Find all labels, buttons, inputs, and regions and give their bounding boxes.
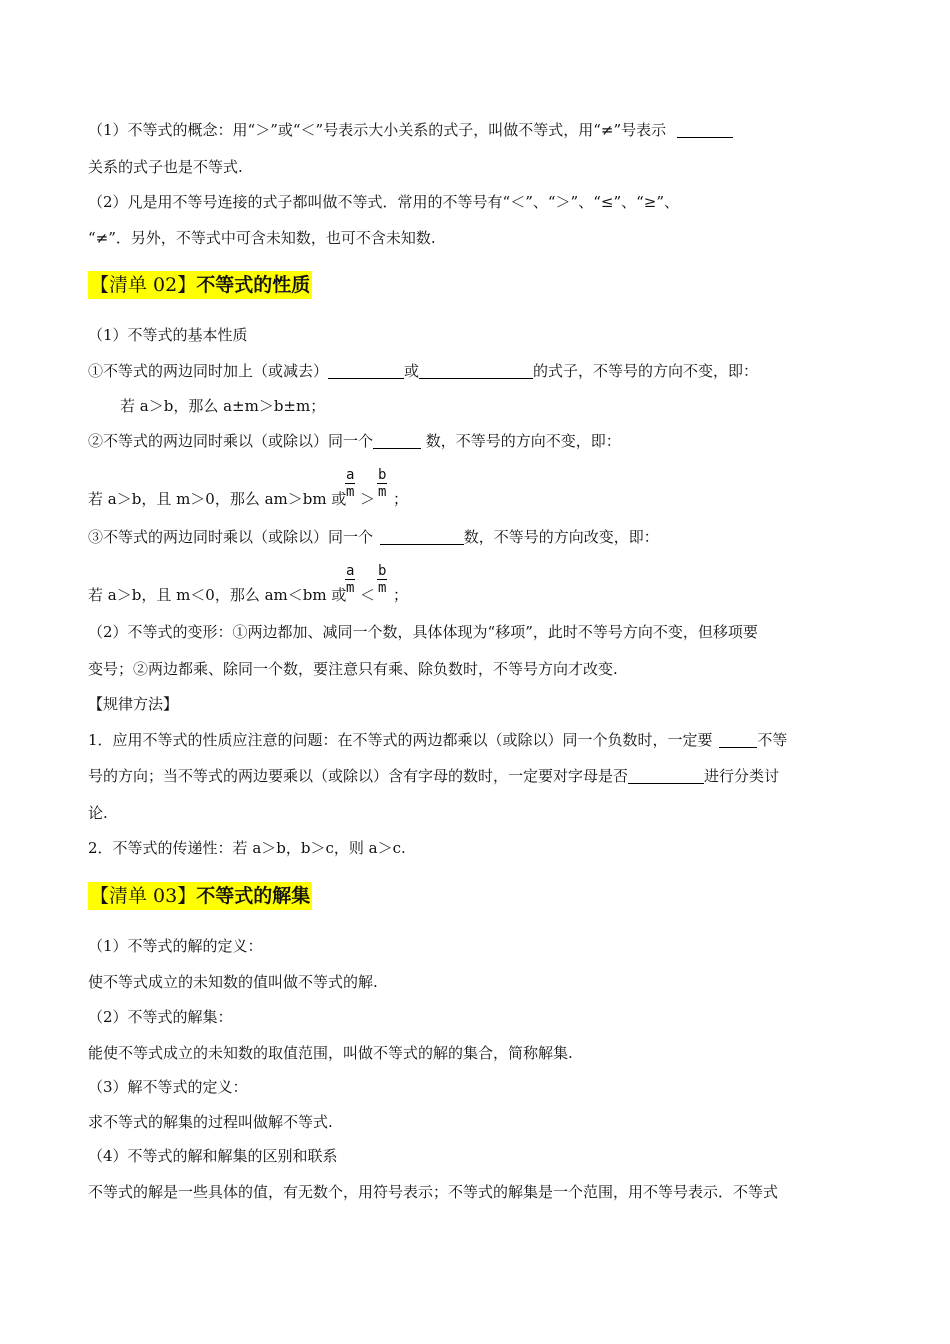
definition-4-text: 不等式的解是一些具体的值，有无数个，用符号表示；不等式的解集是一个范围，用不等号表示．不等式 — [88, 1183, 779, 1201]
rule-1-tail: 的式子，不等号的方向不变，即： — [533, 362, 759, 380]
rule-3-example: 若 a＞b，且 m＜0，那么 am＜bm 或 — [88, 586, 347, 604]
rule-3-text: ③不等式的两边同时乘以（或除以）同一个 — [88, 528, 374, 546]
para-concept-1b: 关系的式子也是不等式. — [88, 158, 243, 176]
rule-3-tail: 数，不等号的方向改变，即： — [463, 528, 659, 546]
rule-2-text: ②不等式的两边同时乘以（或除以）同一个 — [88, 432, 374, 450]
semicolon: ； — [393, 490, 409, 508]
method-1-text2: 号的方向；当不等式的两边要乘以（或除以）含有字母的数时，一定要对字母是否 — [88, 767, 629, 785]
relation-gt: ＞ — [360, 490, 376, 508]
concept-text: （1）不等式的概念：用“＞”或“＜”号表示大小关系的式子，叫做不等式，用“≠”号表示 — [88, 121, 667, 139]
method-2: 2．不等式的传递性：若 a＞b，b＞c，则 a＞c. — [88, 839, 406, 857]
method-title: 【规律方法】 — [88, 695, 179, 713]
para-concept-2: （2）凡是用不等号连接的式子都叫做不等式．常用的不等号有“＜”、“＞”、“≤”、“≥”、 — [88, 193, 680, 211]
rule-2-tail: 数，不等号的方向不变，即： — [425, 432, 621, 450]
semicolon: ； — [393, 586, 409, 604]
method-1-tail2: 进行分类讨 — [704, 767, 780, 785]
definition-4: （4）不等式的解和解集的区别和联系 — [88, 1147, 338, 1165]
definition-2: （2）不等式的解集： — [88, 1008, 233, 1026]
method-1b — [88, 766, 779, 786]
fraction-a-over-m: a m — [346, 563, 355, 596]
fill-blank — [677, 123, 733, 138]
section-title: 不等式的解集 — [196, 885, 311, 907]
fill-blank — [719, 733, 757, 748]
para-concept-1 — [88, 120, 733, 140]
rule-3 — [88, 527, 659, 547]
section-heading-03 — [88, 882, 312, 910]
fill-blank — [373, 434, 421, 449]
rule-1 — [88, 361, 758, 381]
definition-1-text: 使不等式成立的未知数的值叫做不等式的解. — [88, 973, 378, 991]
definition-1: （1）不等式的解的定义： — [88, 937, 263, 955]
section-tag: 【清单 02】 — [90, 274, 197, 296]
definition-3: （3）解不等式的定义： — [88, 1078, 248, 1096]
method-1 — [88, 730, 787, 750]
fraction-a-over-m: a m — [346, 467, 355, 500]
rule-1-example: 若 a＞b，那么 a±m＞b±m； — [120, 397, 326, 415]
para-concept-2b: “≠”．另外，不等式中可含未知数，也可不含未知数. — [88, 229, 436, 247]
transform-2: 变号；②两边都乘、除同一个数，要注意只有乘、除负数时，不等号方向才改变. — [88, 660, 618, 678]
fill-blank — [380, 530, 464, 545]
rule-1-text: ①不等式的两边同时加上（或减去） — [88, 362, 329, 380]
section-tag: 【清单 03】 — [90, 885, 197, 907]
fill-blank — [419, 364, 533, 379]
transform-1: （2）不等式的变形：①两边都加、减同一个数，具体体现为“移项”，此时不等号方向不变，但移项要 — [88, 623, 758, 641]
method-1-text: 1．应用不等式的性质应注意的问题：在不等式的两边都乘以（或除以）同一个负数时，一定要 — [88, 731, 713, 749]
fraction-b-over-m: b m — [378, 467, 387, 500]
basic-properties-title: （1）不等式的基本性质 — [88, 326, 248, 344]
definition-2-text: 能使不等式成立的未知数的取值范围，叫做不等式的解的集合，简称解集. — [88, 1044, 573, 1062]
rule-2-example: 若 a＞b，且 m＞0，那么 am＞bm 或 — [88, 490, 347, 508]
rule-2 — [88, 431, 621, 451]
section-heading-02 — [88, 271, 312, 299]
fill-blank — [628, 769, 704, 784]
fill-blank — [328, 364, 404, 379]
definition-3-text: 求不等式的解集的过程叫做解不等式. — [88, 1113, 333, 1131]
method-1-tail: 不等 — [757, 731, 788, 749]
section-title: 不等式的性质 — [196, 274, 311, 296]
relation-lt: ＜ — [360, 586, 376, 604]
fraction-b-over-m: b m — [378, 563, 387, 596]
rule-1-or: 或 — [404, 362, 420, 380]
method-1c: 论. — [88, 804, 108, 822]
